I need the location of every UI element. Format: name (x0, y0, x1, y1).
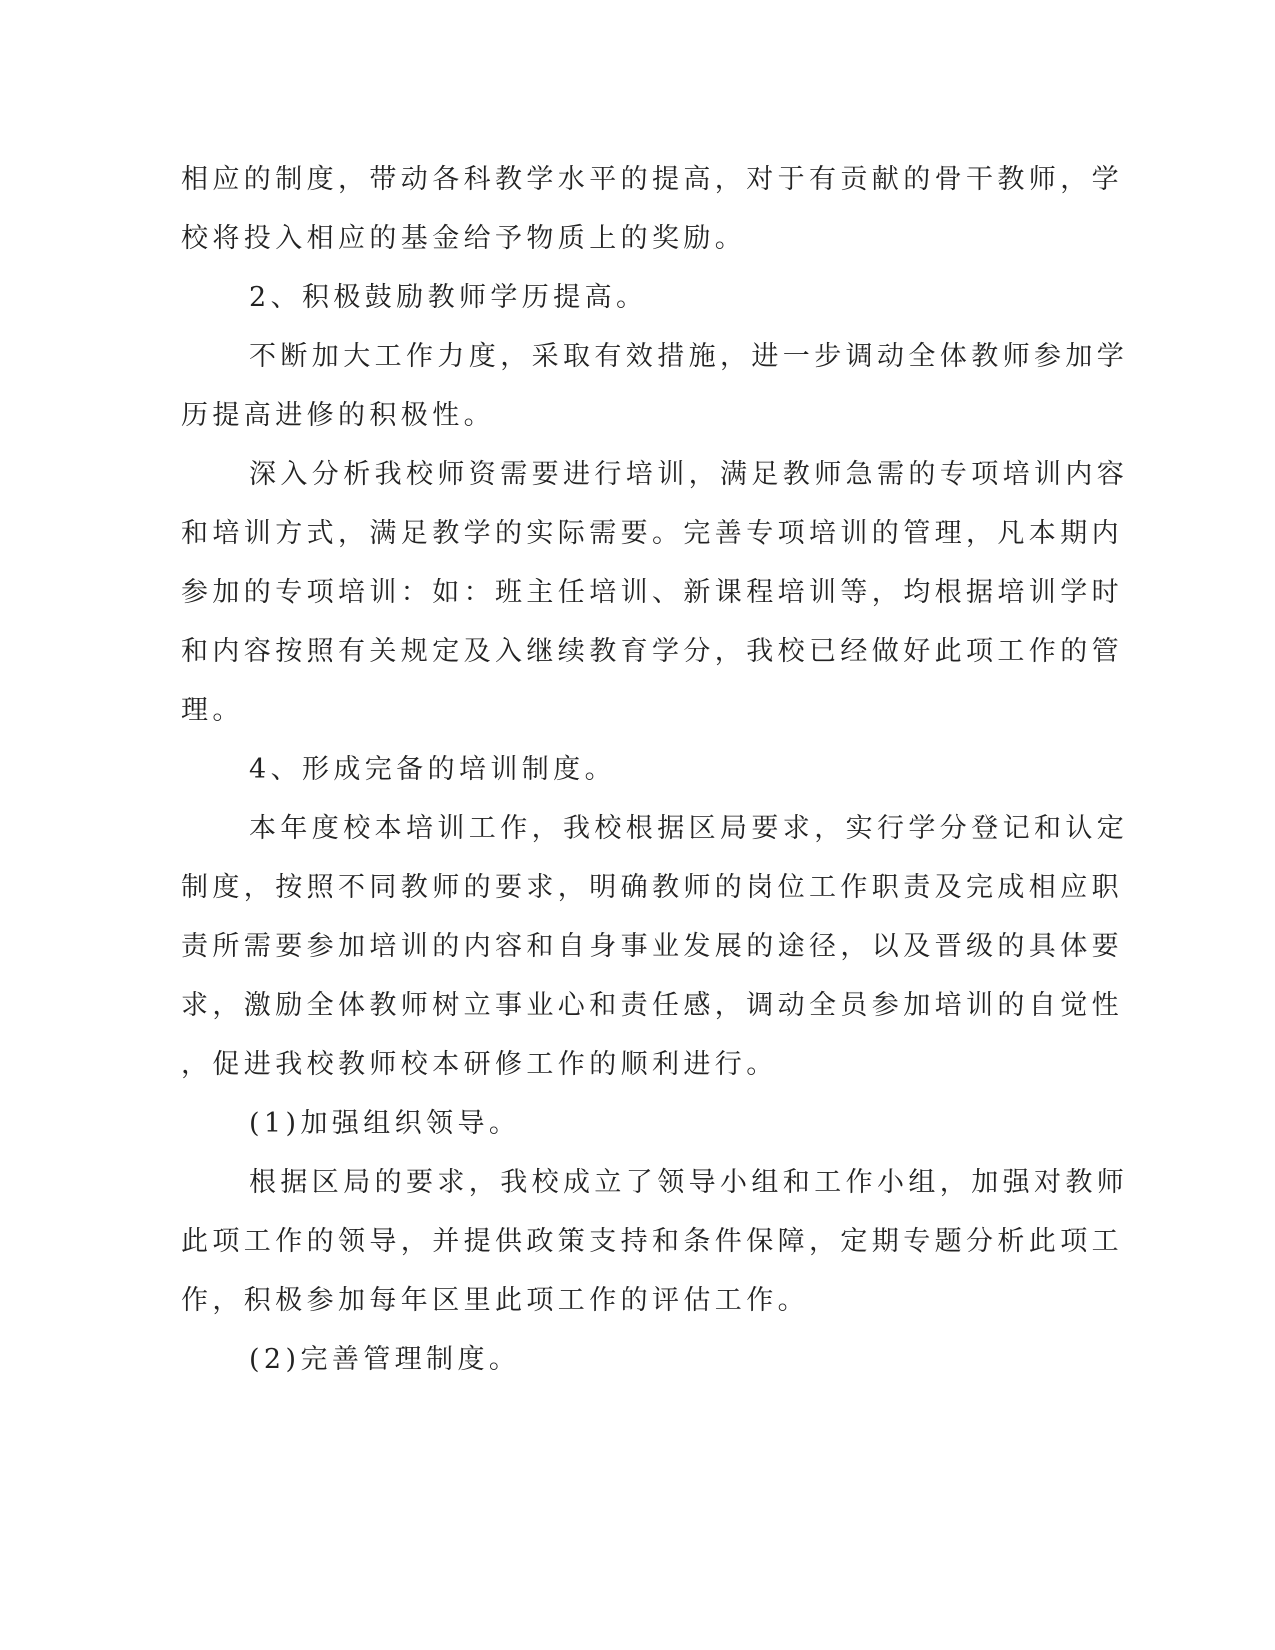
text-line (0, 691, 1275, 731)
line-text: 2、积极鼓励教师学历提高。 (249, 282, 648, 313)
line-text: 参加的专项培训：如：班主任培训、新课程培训等，均根据培训学时 (181, 577, 1123, 608)
line-text: 相应的制度，带动各科教学水平的提高，对于有贡献的骨干教师，学 (181, 164, 1123, 195)
text-line (0, 337, 1275, 377)
text-line (0, 1045, 1275, 1085)
text-line (0, 219, 1275, 259)
text-line (0, 514, 1275, 554)
text-line (0, 868, 1275, 908)
text-line (0, 986, 1275, 1026)
line-text: 理。 (181, 695, 244, 726)
text-line (0, 1281, 1275, 1321)
line-text: 作，积极参加每年区里此项工作的评估工作。 (181, 1285, 809, 1316)
text-line (0, 632, 1275, 672)
line-text: 不断加大工作力度，采取有效措施，进一步调动全体教师参加学 (249, 341, 1129, 372)
line-text: 根据区局的要求，我校成立了领导小组和工作小组，加强对教师 (249, 1167, 1129, 1198)
line-text: 本年度校本培训工作，我校根据区局要求，实行学分登记和认定 (249, 813, 1129, 844)
list-heading (0, 278, 1275, 318)
text-line (0, 1163, 1275, 1203)
line-text: 历提高进修的积极性。 (181, 400, 495, 431)
line-text: 此项工作的领导，并提供政策支持和条件保障，定期专题分析此项工 (181, 1226, 1123, 1257)
line-text: ，促进我校教师校本研修工作的顺利进行。 (181, 1049, 778, 1080)
line-text: 深入分析我校师资需要进行培训，满足教师急需的专项培训内容 (249, 459, 1129, 490)
line-text: 校将投入相应的基金给予物质上的奖励。 (181, 223, 747, 254)
text-line (0, 809, 1275, 849)
text-line (0, 1222, 1275, 1262)
text-line (0, 573, 1275, 613)
line-text: (1)加强组织领导。 (249, 1108, 521, 1139)
list-heading (0, 1340, 1275, 1380)
text-line (0, 396, 1275, 436)
line-text: 制度，按照不同教师的要求，明确教师的岗位工作职责及完成相应职 (181, 872, 1123, 903)
text-line (0, 927, 1275, 967)
line-text: 责所需要参加培训的内容和自身事业发展的途径，以及晋级的具体要 (181, 931, 1123, 962)
text-line (0, 455, 1275, 495)
list-heading (0, 1104, 1275, 1144)
text-line (0, 160, 1275, 200)
list-heading (0, 750, 1275, 790)
line-text: 和培训方式，满足教学的实际需要。完善专项培训的管理，凡本期内 (181, 518, 1123, 549)
line-text: (2)完善管理制度。 (249, 1344, 521, 1375)
line-text: 4、形成完备的培训制度。 (249, 754, 616, 785)
line-text: 和内容按照有关规定及入继续教育学分，我校已经做好此项工作的管 (181, 636, 1123, 667)
line-text: 求，激励全体教师树立事业心和责任感，调动全员参加培训的自觉性 (181, 990, 1123, 1021)
